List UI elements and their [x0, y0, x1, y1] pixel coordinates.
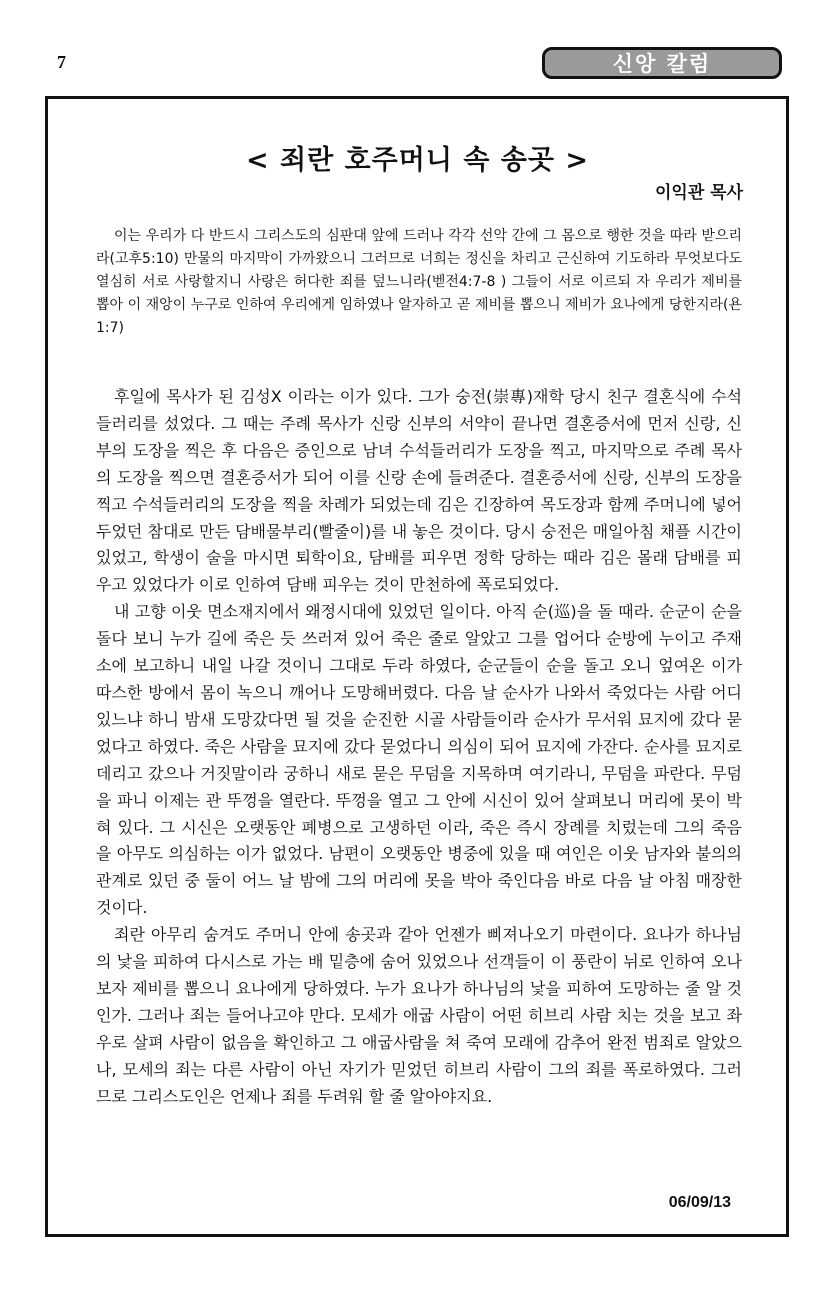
scripture-intro: [96, 225, 742, 340]
article-title: < 죄란 호주머니 속 송곳 >: [246, 145, 589, 176]
article-author: 이익관 목사: [654, 183, 743, 203]
section-tab: [542, 47, 782, 79]
article-date: 06/09/13: [668, 1194, 731, 1211]
body-paragraph-1: 후일에 목사가 된 김성X 이라는 이가 있다. 그가 숭전(崇專)재학 당시 친구 결혼식에 수석 들러리를 섰었다. 그 때는 주례 목사가 신랑 신부의 서약이 끝나면 결혼증서에 먼저 신랑, 신부의 도장을 찍은 후 다음은 증인으로 남녀 수석들러리가 도장을 찍고, 마지막으로 주례 목사의 도장을 찍으면 결혼증서가 되어 이를 신랑 손에 들려준다. 결혼증서에 신랑, 신부의 도장을 찍고 수석들러리의 도장을 찍을 차례가 되었는데 김은 긴장하여 목도장과 함께 주머니에 넣어 두었던 참대로 만든 담배물부리(빨줄이)를 내 놓은 것이다. 당시 숭전은 매일아침 채플 시간이 있었고, 학생이 술을 마시면 퇴학이요, 담배를 피우면 정학 당하는 때라 김은 몰래 담배를 피우고 있었다가 이로 인하여 담배 피우는 것이 만천하에 폭로되었다.: [96, 387, 742, 595]
scripture-text: 이는 우리가 다 반드시 그리스도의 심판대 앞에 드러나 각각 선악 간에 그 몸으로 행한 것을 따라 받으리라(고후5:10) 만물의 마지막이 가까왔으니 그러므로 너희는 정신을 차리고 근신하여 기도하라 무엇보다도 열심히 서로 사랑할지니 사랑은 허다한 죄를 덮느니라(벧전4:7-8 ) 그들이 서로 이르되 자 우리가 제비를 뽑아 이 재앙이 누구로 인하여 우리에게 임하였나 알자하고 곧 제비를 뽑으니 제비가 요나에게 당한지라(욘1:7): [96, 228, 742, 336]
section-label: 신앙 칼럼: [612, 52, 712, 76]
page-number: 7: [57, 52, 66, 72]
body-paragraph-2: 내 고향 이웃 면소재지에서 왜정시대에 있었던 일이다. 아직 순(巡)을 돌 때라. 순군이 순을 돌다 보니 누가 길에 죽은 듯 쓰러져 있어 죽은 줄로 알았고 그를 업어다 순방에 누이고 주재소에 보고하니 내일 나갈 것이니 그대로 두라 하였다, 순군들이 순을 돌고 오니 엎여온 이가 따스한 방에서 몸이 녹으니 깨어나 도망해버렸다. 다음 날 순사가 나와서 죽었다는 사람 어디 있느냐 하니 밤새 도망갔다면 될 것을 순진한 시골 사람들이라 순사가 무서워 묘지에 갔다 묻었다고 하였다. 죽은 사람을 묘지에 갔다 묻었다니 의심이 되어 묘지에 가잔다. 순사를 묘지로 데리고 갔으나 거짓말이라 궁하니 새로 묻은 무덤을 지목하며 여기라니, 무덤을 파란다. 무덤을 파니 이제는 관 뚜껑을 열란다. 뚜껑을 열고 그 안에 시신이 있어 살펴보니 머리에 못이 박혀 있다. 그 시신은 오랫동안 폐병으로 고생하던 이라, 죽은 즉시 장례를 치렀는데 그의 죽음을 아무도 의심하는 이가 없었다. 남편이 오랫동안 병중에 있을 때 여인은 이웃 남자와 불의의 관계로 있던 중 둘이 어느 날 밤에 그의 머리에 못을 박아 죽인다음 바로 다음 날 아침 매장한 것이다.: [96, 602, 742, 918]
article-body: [96, 384, 742, 1110]
body-paragraph-3: 죄란 아무리 숨겨도 주머니 안에 송곳과 같아 언젠가 삐져나오기 마련이다. 요나가 하나님의 낯을 피하여 다시스로 가는 배 밑층에 숨어 있었으나 선객들이 이 풍란이 뉘로 인하여 오나 보자 제비를 뽑으니 요나에게 당하였다. 누가 요나가 하나님의 낯을 피하여 도망하는 줄 알 것인가. 그러나 죄는 들어나고야 만다. 모세가 애굽 사람이 어떤 히브리 사람 치는 것을 보고 좌우로 살펴 사람이 없음을 확인하고 그 애굽사람을 쳐 죽여 모래에 감추어 완전 범죄로 알았으나, 모세의 죄는 다른 사람이 아닌 자기가 믿었던 히브리 사람이 그의 죄를 폭로하였다. 그러므로 그리스도인은 언제나 죄를 두려워 할 줄 알아야지요.: [96, 925, 742, 1106]
